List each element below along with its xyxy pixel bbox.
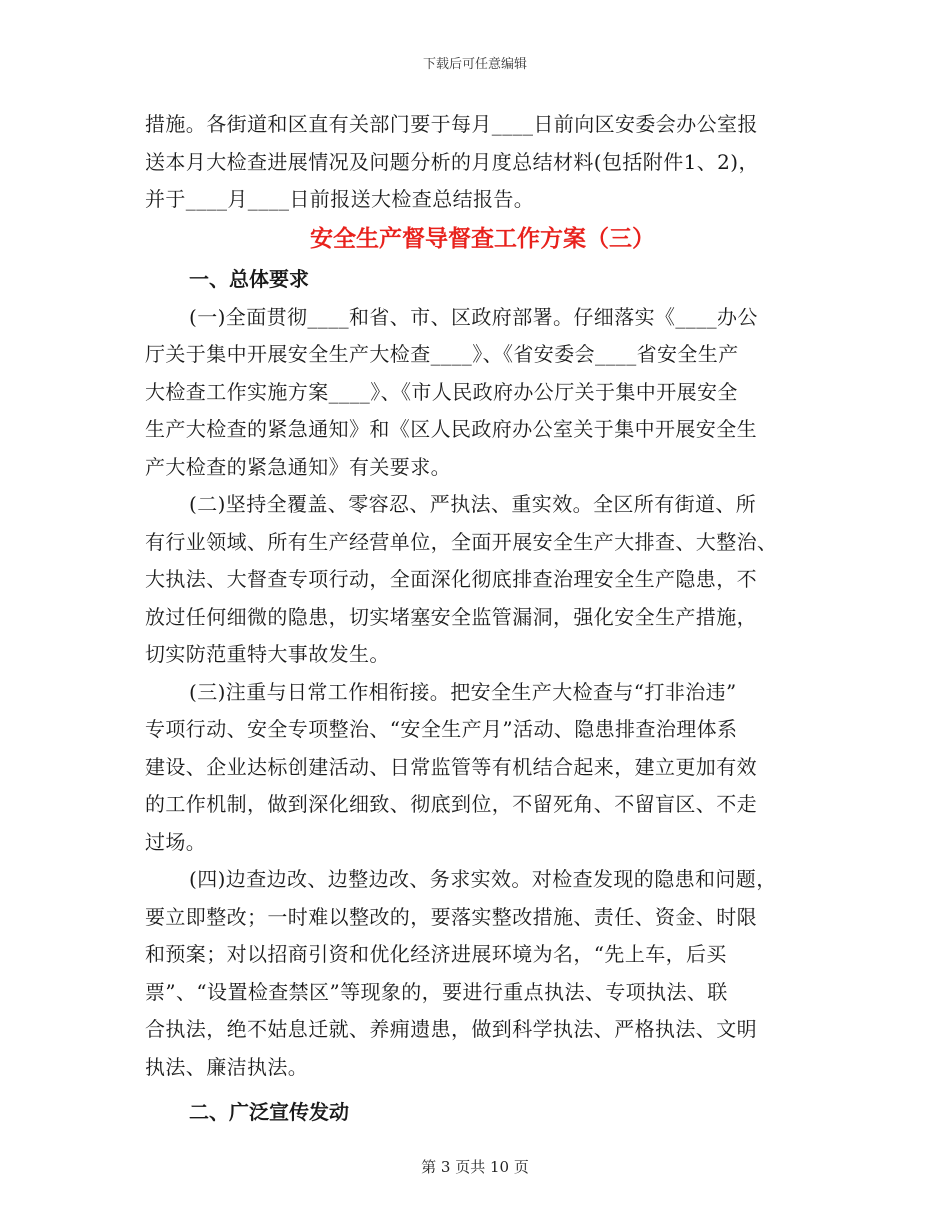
text-line: 要立即整改；一时难以整改的，要落实整改措施、责任、资金、时限	[145, 904, 757, 929]
section-heading: 二、广泛宣传发动	[189, 1100, 349, 1124]
text-line: 票”、“设置检查禁区”等现象的，要进行重点执法、专项执法、联	[145, 979, 728, 1004]
section-heading: 一、总体要求	[189, 266, 309, 291]
text-line: (一)全面贯彻____和省、市、区政府部署。仔细落实《____办公	[189, 304, 758, 329]
text-line: 大检查工作实施方案____》、《市人民政府办公厅关于集中开展安全	[145, 379, 738, 404]
text-line: 厅关于集中开展安全生产大检查____》、《省安委会____省安全生产	[145, 342, 739, 366]
text-line: 并于____月____日前报送大检查总结报告。	[145, 187, 535, 211]
paragraph	[145, 299, 810, 487]
text-line: (三)注重与日常工作相衔接。把安全生产大检查与“打非治违”	[189, 679, 737, 704]
text-line: 专项行动、安全专项整治、“安全生产月”活动、隐患排查治理体系	[145, 717, 738, 741]
text-line: 产大检查的紧急通知》有关要求。	[145, 454, 451, 479]
text-line: 的工作机制，做到深化细致、彻底到位，不留死角、不留盲区、不走	[145, 792, 757, 816]
page-number: 第 3 页共 10 页	[421, 1158, 529, 1176]
text-line: 送本月大检查进展情况及问题分析的月度总结材料(包括附件1、2)，	[145, 149, 759, 174]
text-line: 建设、企业达标创建活动、日常监管等有机结合起来，建立更加有效	[145, 754, 757, 779]
paragraph	[145, 674, 810, 862]
text-line: 大执法、大督查专项行动，全面深化彻底排查治理安全生产隐患，不	[145, 567, 757, 591]
text-line: 和预案；对以招商引资和优化经济进展环境为名，“先上车，后买	[145, 942, 727, 966]
text-line: 切实防范重特大事故发生。	[145, 642, 390, 666]
text-line: (四)边查边改、边整边改、务求实效。对检查发现的隐患和问题，	[189, 867, 777, 891]
text-line: (二)坚持全覆盖、零容忍、严执法、重实效。全区所有街道、所	[189, 492, 757, 516]
page-header: 下载后可任意编辑	[422, 57, 527, 72]
document-title: 安全生产督导督查工作方案（三）	[310, 224, 655, 252]
document-body	[145, 106, 810, 1132]
text-line: 合执法，绝不姑息迁就、养痈遗患，做到科学执法、严格执法、文明	[145, 1017, 757, 1041]
paragraph	[145, 486, 810, 674]
paragraph	[145, 861, 810, 1086]
text-line: 执法、廉洁执法。	[145, 1054, 309, 1079]
text-line: 有行业领域、所有生产经营单位，全面开展安全生产大排查、大整治、	[145, 529, 778, 554]
text-line: 措施。各街道和区直有关部门要于每月____日前向区安委会办公室报	[145, 112, 758, 136]
text-line: 过场。	[145, 829, 207, 854]
text-line: 放过任何细微的隐患，切实堵塞安全监管漏洞，强化安全生产措施，	[145, 604, 757, 629]
text-line: 生产大检查的紧急通知》和《区人民政府办公室关于集中开展安全生	[145, 417, 757, 441]
